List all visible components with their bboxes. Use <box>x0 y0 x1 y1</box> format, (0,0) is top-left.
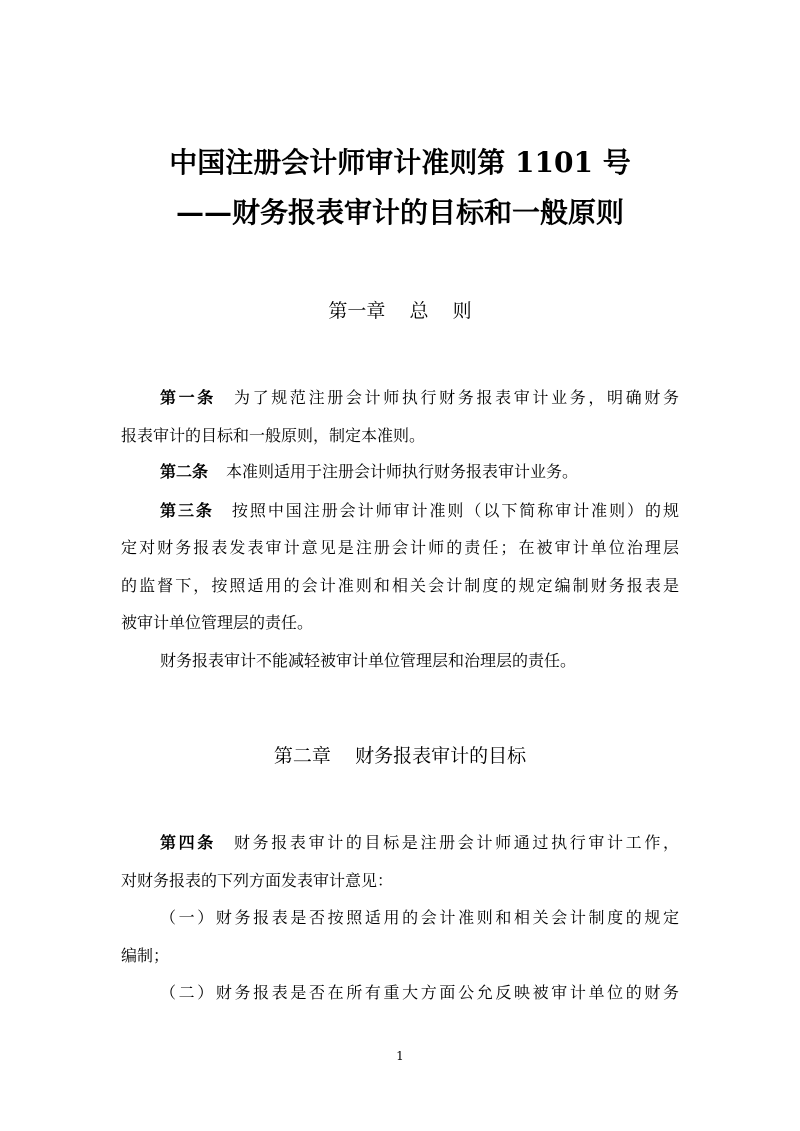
article-text-line: 的监督下，按照适用的会计准则和相关会计制度的规定编制财务报表是 <box>121 576 679 595</box>
list-item-line: （一）财务报表是否按照适用的会计准则和相关会计制度的规定 <box>160 908 679 927</box>
article-text: 本准则适用于注册会计师执行财务报表审计业务。 <box>226 462 579 481</box>
document-title-line-1: 中国注册会计师审计准则第 1101 号 <box>169 146 631 179</box>
article-text-line: 报表审计的目标和一般原则，制定本准则。 <box>121 426 426 445</box>
chapter-heading: 第二章 财务报表审计的目标 <box>273 745 527 767</box>
article-text-line: 定对财务报表发表审计意见是注册会计师的责任；在被审计单位治理层 <box>121 538 679 557</box>
page-number: 1 <box>396 1049 404 1063</box>
article-paragraph <box>160 457 578 487</box>
article-text: 财务报表审计的目标是注册会计师通过执行审计工作， <box>233 833 679 852</box>
article-paragraph <box>160 828 679 858</box>
article-text: 为了规范注册会计师执行财务报表审计业务，明确财务 <box>233 388 679 407</box>
article-paragraph <box>160 383 679 413</box>
article-number: 第一条 <box>160 388 216 407</box>
article-text-line: 被审计单位管理层的责任。 <box>121 613 314 632</box>
article-number: 第四条 <box>160 833 216 852</box>
list-item-line: 编制； <box>121 946 170 965</box>
article-text-line: 对财务报表的下列方面发表审计意见： <box>121 871 394 890</box>
article-text: 按照中国注册会计师审计准则（以下简称审计准则）的规 <box>231 501 679 520</box>
article-number: 第三条 <box>160 501 214 520</box>
article-number: 第二条 <box>160 462 209 481</box>
chapter-heading: 第一章 总 则 <box>328 300 472 322</box>
article-text-line: 财务报表审计不能减轻被审计单位管理层和治理层的责任。 <box>160 651 577 670</box>
article-paragraph <box>160 496 679 526</box>
list-item-line: （二）财务报表是否在所有重大方面公允反映被审计单位的财务 <box>160 983 679 1002</box>
document-title-line-2: ——财务报表审计的目标和一般原则 <box>175 196 624 229</box>
